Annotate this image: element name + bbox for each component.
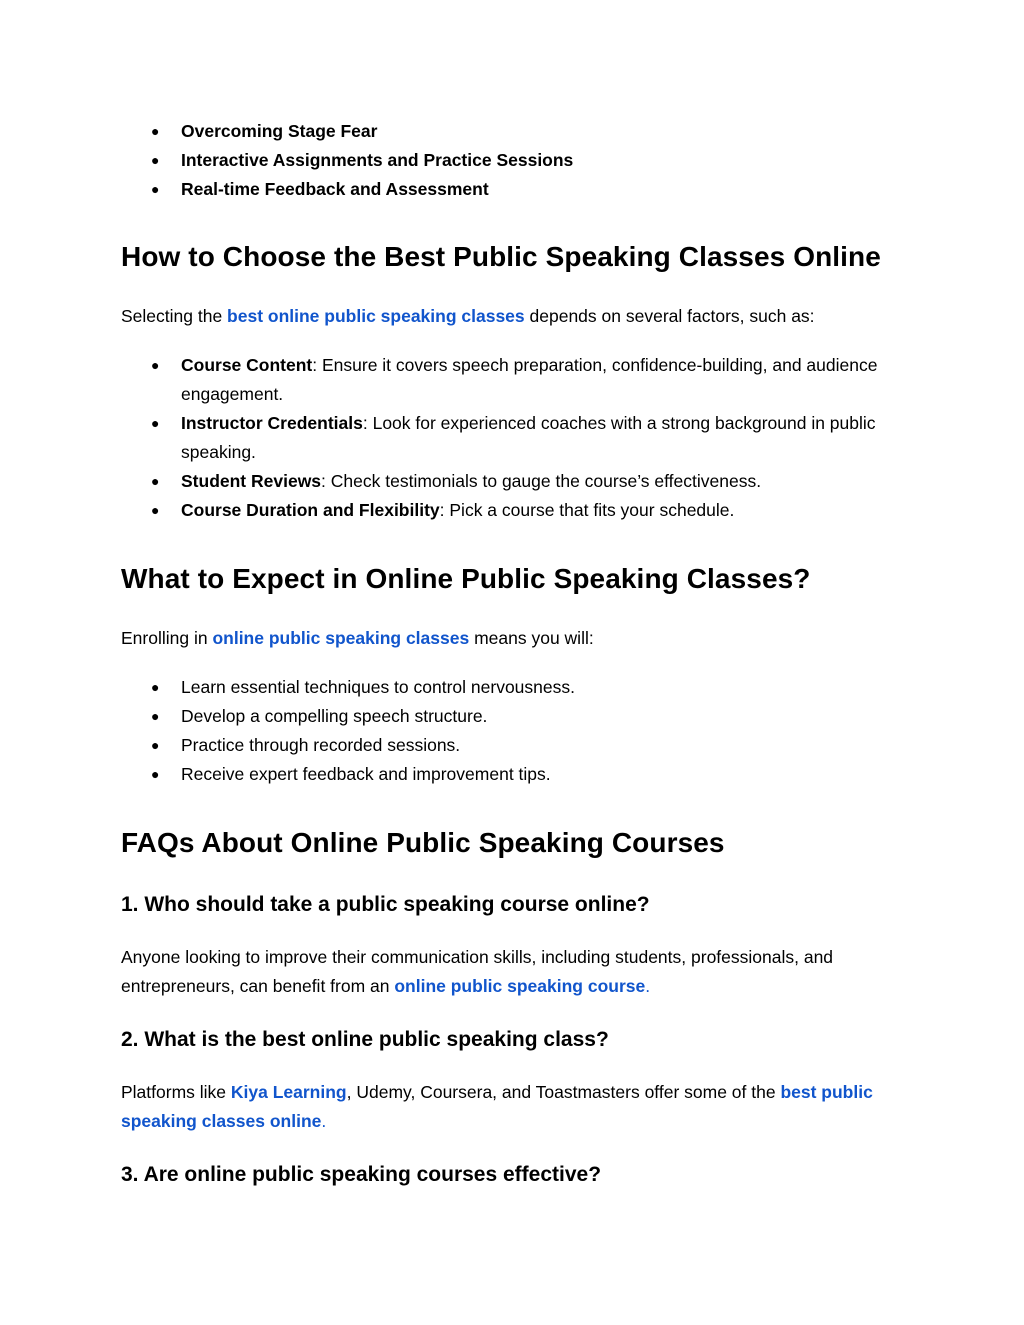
list-item: ● Interactive Assignments and Practice Sessions	[121, 146, 904, 175]
bullet-icon: ●	[151, 181, 160, 197]
heading-expect: What to Expect in Online Public Speaking Classes?	[121, 563, 811, 594]
bullet-icon: ●	[151, 502, 160, 518]
best-classes-online-link[interactable]: best public speaking classes online	[121, 1082, 873, 1131]
faq-answer-1: Anyone looking to improve their communication skills, including students, professionals, and entrepreneurs, can benefit from an online public speaking course.	[121, 947, 834, 996]
faq-question-1: 1. Who should take a public speaking course online?	[121, 893, 650, 916]
bullet-icon: ●	[151, 708, 160, 724]
expect-list	[121, 673, 904, 789]
bullet-icon: ●	[151, 679, 160, 695]
faq-question-2: 2. What is the best online public speaking class?	[121, 1028, 609, 1051]
list-item: ● Practice through recorded sessions.	[121, 731, 904, 760]
kiya-learning-link[interactable]: Kiya Learning	[230, 1082, 347, 1102]
online-course-link[interactable]: online public speaking course	[394, 976, 646, 996]
list-item: ● Receive expert feedback and improvement tips.	[121, 760, 904, 789]
faq-answer-2: Platforms like Kiya Learning, Udemy, Coursera, and Toastmasters offer some of the best public speaking classes online.	[121, 1082, 873, 1131]
bullet-icon: ●	[151, 473, 160, 489]
list-item: ● Course Duration and Flexibility: Pick a course that fits your schedule.	[121, 496, 904, 525]
expect-intro: Enrolling in online public speaking classes means you will:	[121, 628, 594, 648]
bullet-icon: ●	[151, 152, 160, 168]
list-item: ● Course Content: Ensure it covers speech preparation, confidence-building, and audience engagement.	[121, 351, 904, 409]
list-item: ● Real-time Feedback and Assessment	[121, 175, 904, 204]
bullet-icon: ●	[151, 415, 160, 431]
choose-factor-list	[121, 351, 904, 525]
list-item: ● Instructor Credentials: Look for experienced coaches with a strong background in public speaking.	[121, 409, 904, 467]
bullet-icon: ●	[151, 357, 160, 373]
bullet-icon: ●	[151, 766, 160, 782]
choose-intro: Selecting the best online public speaking classes depends on several factors, such as:	[121, 306, 815, 326]
best-online-classes-link[interactable]: best online public speaking classes	[227, 306, 525, 326]
bullet-icon: ●	[151, 737, 160, 753]
heading-faq: FAQs About Online Public Speaking Courses	[121, 827, 725, 858]
list-item: ● Overcoming Stage Fear	[121, 117, 904, 146]
heading-choose: How to Choose the Best Public Speaking Classes Online	[121, 241, 881, 272]
list-item: ● Learn essential techniques to control nervousness.	[121, 673, 904, 702]
top-bullet-list	[121, 117, 904, 204]
list-item: ● Develop a compelling speech structure.	[121, 702, 904, 731]
faq-question-3: 3. Are online public speaking courses effective?	[121, 1163, 602, 1186]
list-item: ● Student Reviews: Check testimonials to gauge the course’s effectiveness.	[121, 467, 904, 496]
online-classes-link[interactable]: online public speaking classes	[212, 628, 470, 648]
bullet-icon: ●	[151, 123, 160, 139]
